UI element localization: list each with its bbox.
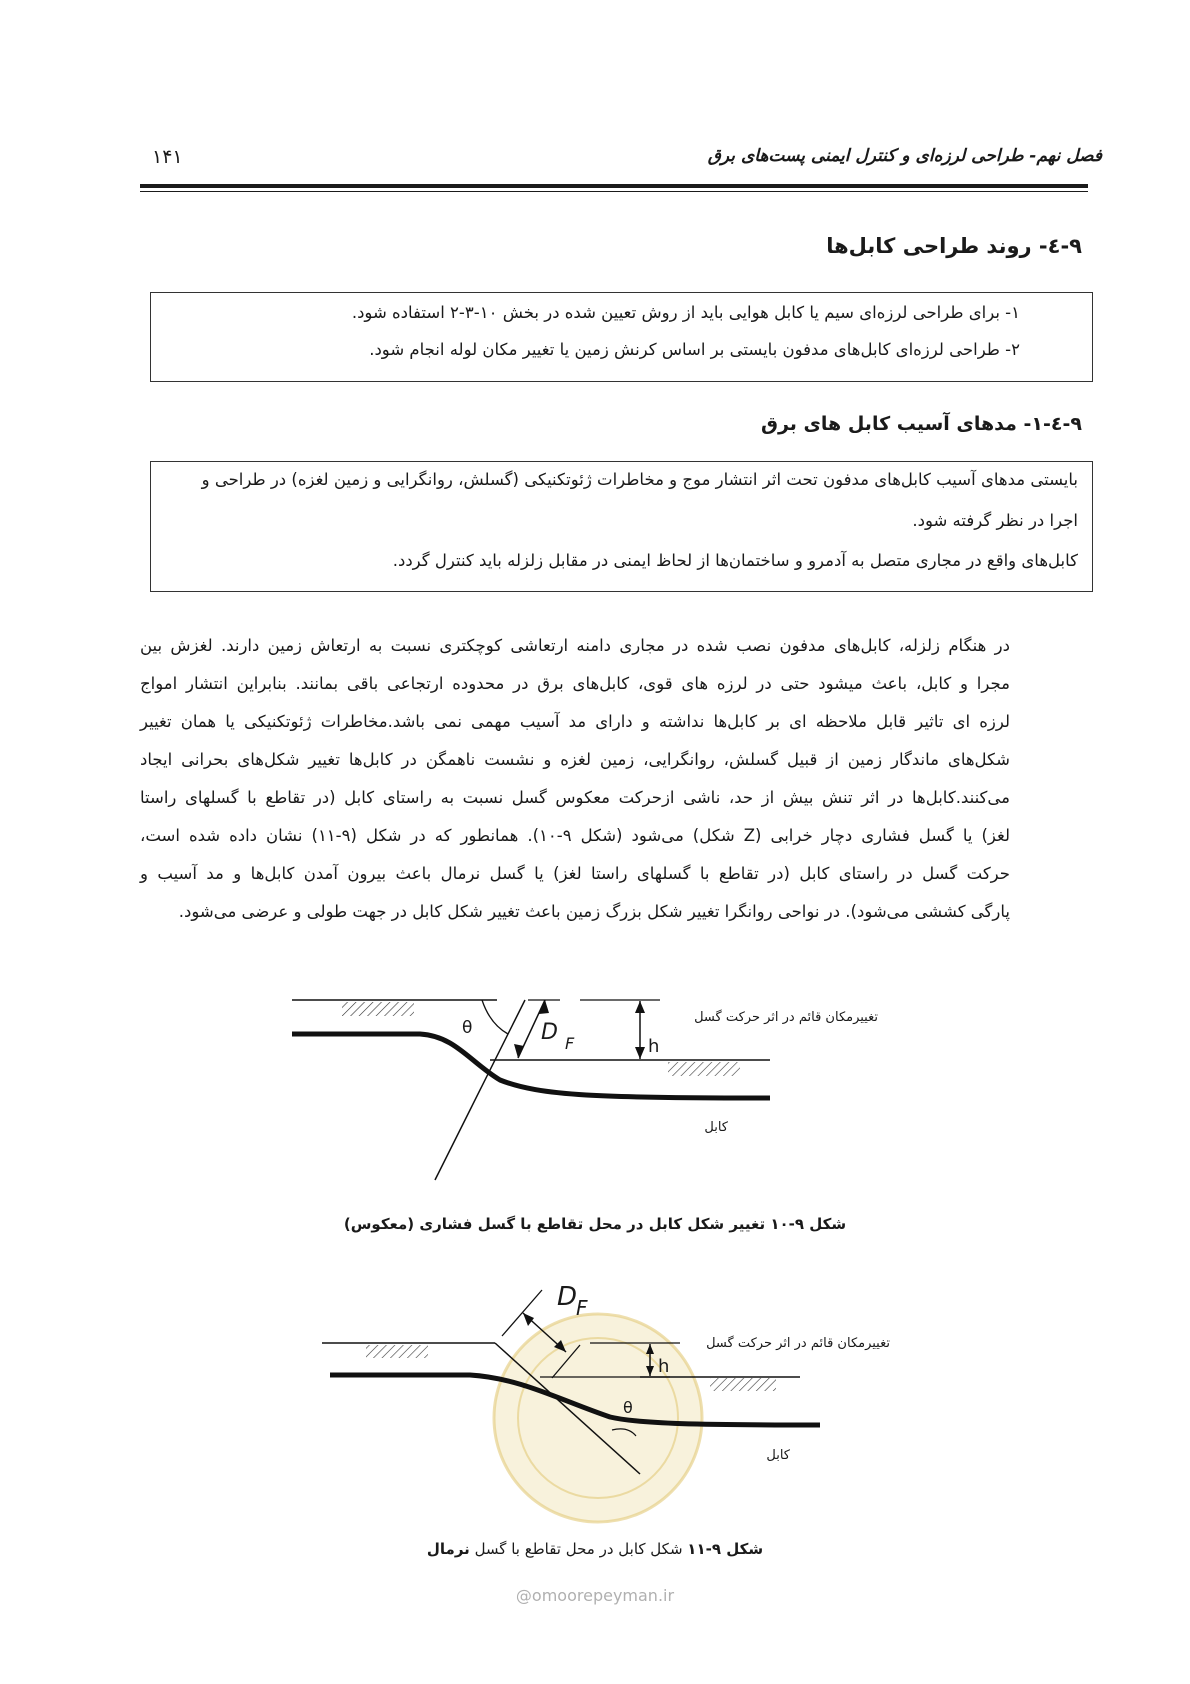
- paragraph-line: لغز) یا گسل فشاری دچار خرابی (Z شکل) می‌شود (شکل ۹-۱۰). همانطور که در شکل (۹-۱۱) نشان داده شده است،: [140, 826, 1011, 845]
- requirement-line: ۲- طراحی لرزه‌ای کابل‌های مدفون بایستی بر اساس کرنش زمین یا تغییر مکان لوله انجام شود.: [369, 340, 1020, 359]
- paragraph-line: می‌کنند.کابل‌ها در اثر تنش بیش از حد، ناشی ازحرکت معکوس گسل نسبت به راستای کابل (در تقاطع با گسلهای راستا: [140, 788, 1010, 807]
- damage-modes-line: بایستی مدهای آسیب کابل‌های مدفون تحت اثر انتشار موج و مخاطرات ژئوتکنیکی (گسلش، روانگرایی و زمین لغزه) در طراحی و: [201, 470, 1078, 489]
- figure1-caption: شکل ۹-۱۰ تغییر شکل کابل در محل تقاطع با گسل فشاری (معکوس): [343, 1215, 847, 1233]
- figure2-caption-type: نرمال: [426, 1540, 470, 1558]
- figure1-cable-label: کابل: [704, 1120, 728, 1135]
- figure1-h-label: h: [648, 1036, 660, 1057]
- paragraph-line: مجرا و کابل، باعث میشود حتی در لرزه های قوی، کابل‌های برق در محدوده ارتجاعی باقی بمانند. بنابراین انتشار امواج: [140, 674, 1010, 693]
- paragraph-line: پارگی کششی می‌شود). در نواحی روانگرا تغییر شکل بزرگ زمین باعث تغییر شکل کابل در جهت طولی و عرضی می‌شود.: [178, 902, 1010, 921]
- watermark-url: @omoorepeyman.ir: [515, 1586, 675, 1605]
- soil-hatch: [710, 1378, 776, 1391]
- paragraph-line: شکل‌های ماندگار زمین از قبیل گسلش، روانگرایی، زمین لغزه و نشست ناهمگن در کابل‌ها تغییر شکل‌های بحرانی ایجاد: [140, 750, 1010, 769]
- figure2-caption: [0, 1540, 1190, 1558]
- watermark-seal: [494, 1314, 702, 1522]
- soil-hatch: [366, 1345, 428, 1358]
- figure1-d-label: D: [541, 1020, 558, 1045]
- figure2-h-label: h: [658, 1356, 670, 1377]
- figure2-theta-label: θ: [623, 1398, 633, 1417]
- figure2-caption-text: شکل کابل در محل تقاطع با گسل: [469, 1540, 688, 1558]
- figure1-vertical-label: تغییرمکان قائم در اثر حرکت گسل: [694, 1010, 878, 1025]
- paragraph-line: در هنگام زلزله، کابل‌های مدفون نصب شده در مجاری دامنه ارتعاشی کوچکتری نسبت به ارتعاش زمین دارند. لغزش بین: [140, 636, 1010, 655]
- requirement-line: ۱- برای طراحی لرزه‌ای سیم یا کابل هوایی باید از روش تعیین شده در بخش ۱۰-۳-۲ استفاده شود.: [351, 303, 1020, 322]
- figure2-f-label: F: [576, 1296, 588, 1320]
- df-tick: [502, 1290, 542, 1336]
- figure2-cable-label: کابل: [766, 1448, 790, 1463]
- page-number: ۱۴۱: [152, 146, 183, 168]
- paragraph-line: لرزه ای تاثیر قابل ملاحظه ای بر کابل‌ها نداشته و دارای مد آسیب مهمی نمی باشد.مخاطرات ژئوتکنیکی یا همان تغییر: [140, 712, 1010, 731]
- damage-modes-line: اجرا در نظر گرفته شود.: [912, 511, 1078, 530]
- figure2-vertical-label: تغییرمکان قائم در اثر حرکت گسل: [706, 1336, 890, 1351]
- section-title: ۹-٤- روند طراحی کابل‌ها: [826, 234, 1082, 258]
- paragraph-line: حرکت گسل در راستای کابل (در تقاطع با گسلهای راستا لغز) یا گسل نرمال باعث بیرون آمدن کابل‌ها و مد آسیب و: [140, 864, 1010, 883]
- damage-modes-line: کابل‌های واقع در مجاری متصل به آدمرو و ساختمان‌ها از لحاظ ایمنی در مقابل زلزله باید کنترل گردد.: [392, 551, 1078, 570]
- figure2-caption-number: شکل ۹-۱۱: [687, 1540, 764, 1558]
- subsection-title: ۹-٤-۱- مدهای آسیب کابل های برق: [760, 413, 1082, 435]
- figure2-d-label: D: [557, 1282, 578, 1312]
- at-icon: @: [515, 1586, 532, 1605]
- chapter-title: فصل نهم- طراحی لرزه‌ای و کنترل ایمنی پست‌های برق: [707, 146, 1102, 166]
- figure1-f-label: F: [565, 1034, 575, 1053]
- figure1-theta-label: θ: [462, 1018, 473, 1038]
